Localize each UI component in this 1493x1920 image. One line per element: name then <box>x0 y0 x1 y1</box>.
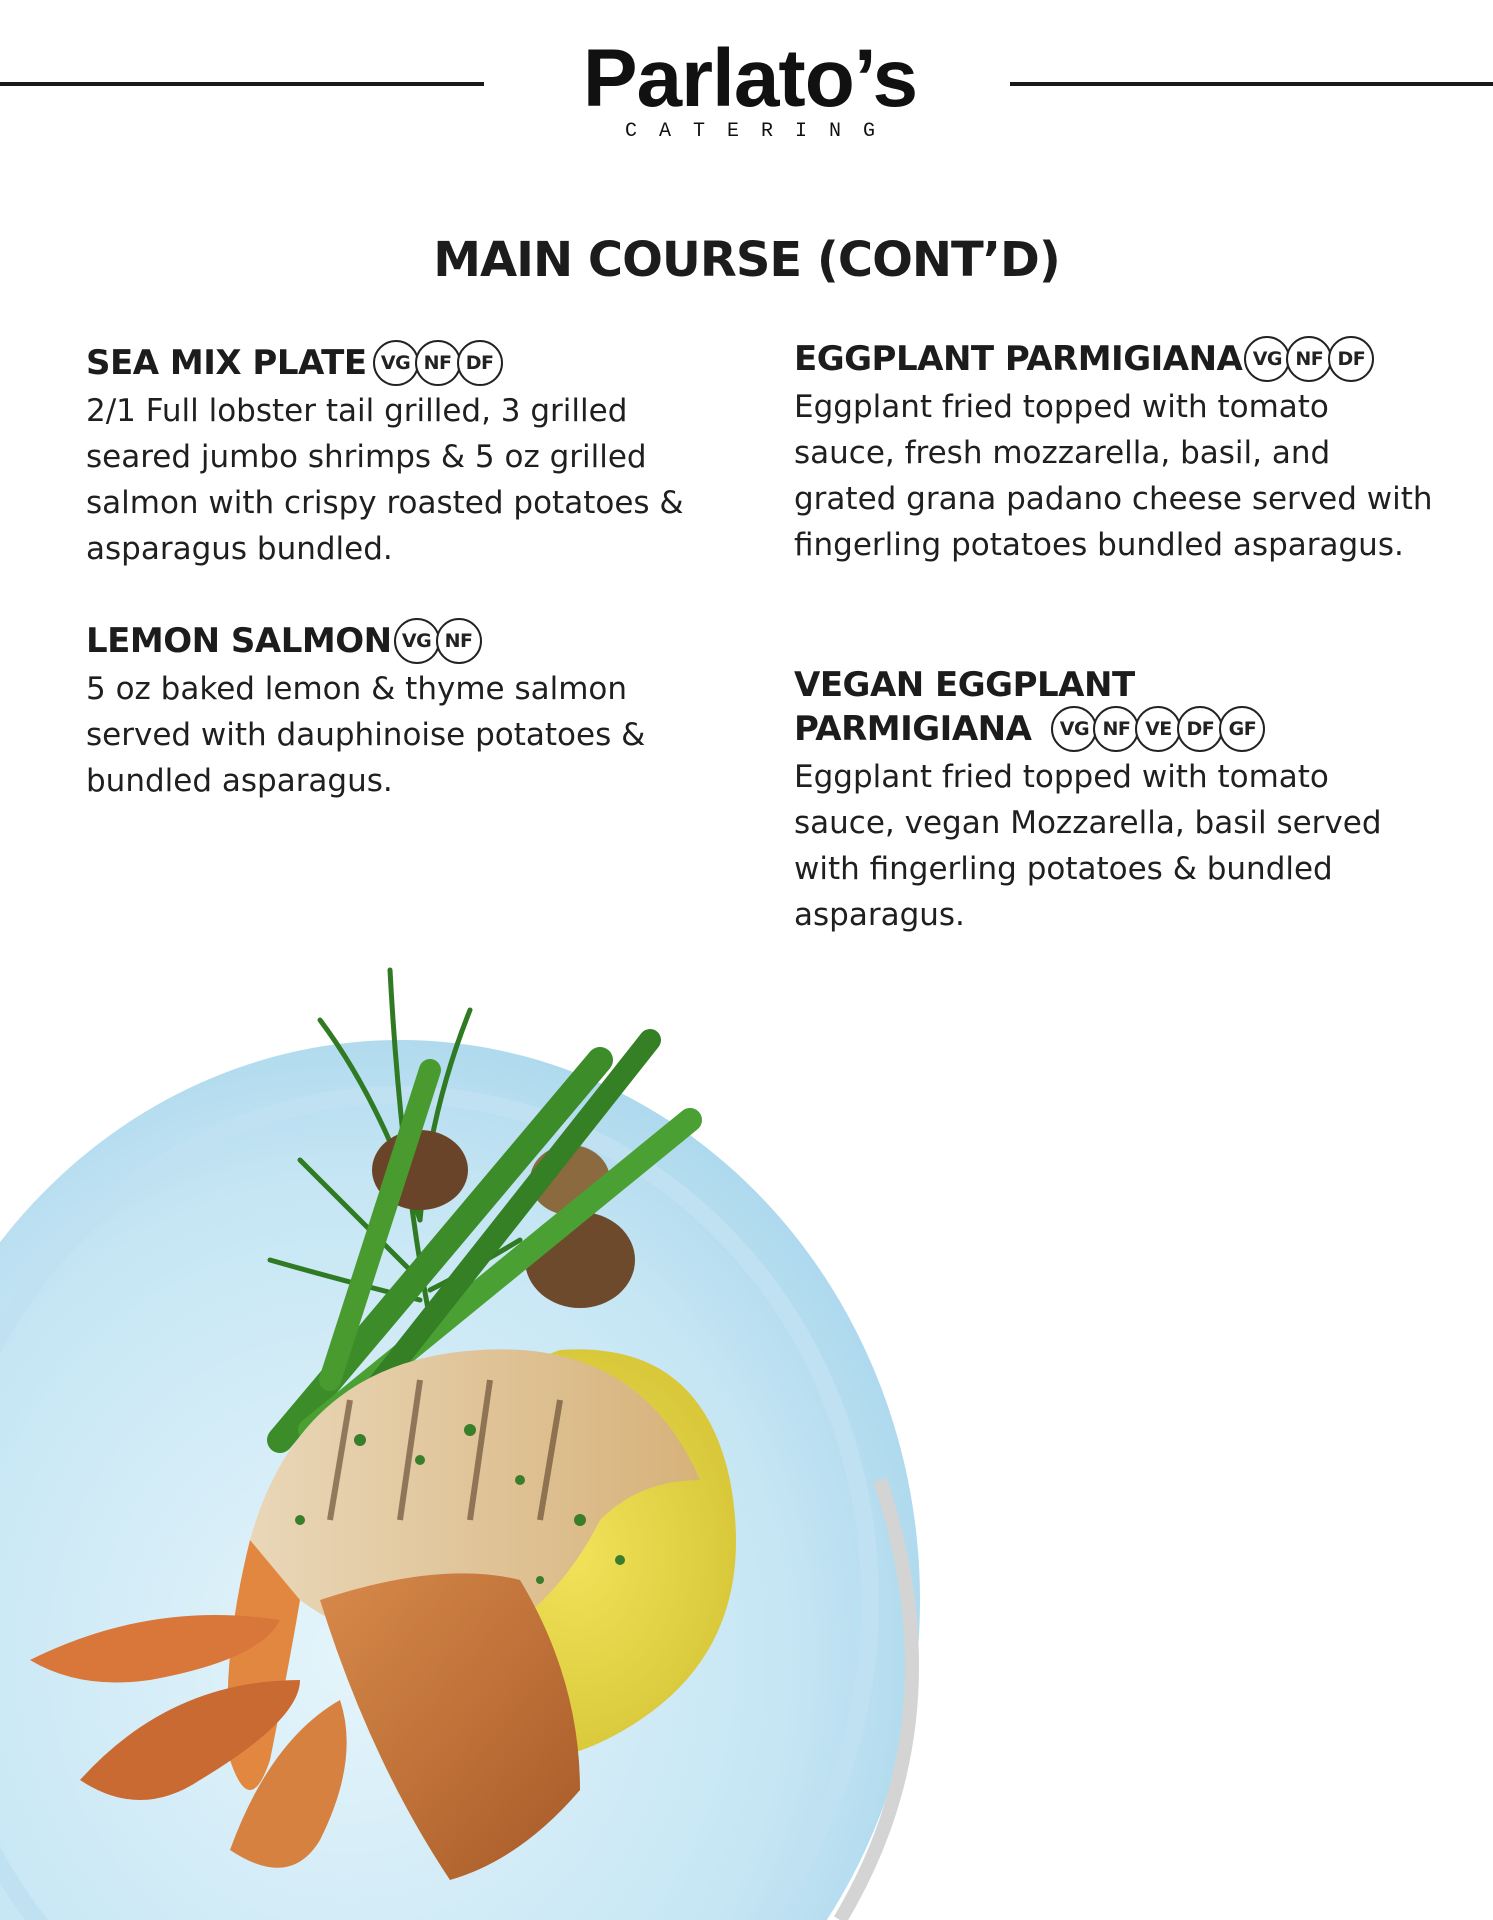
item-title: LEMON SALMON <box>86 621 392 661</box>
badge-df: DF <box>1328 336 1374 382</box>
logo-name: Parlato’s <box>582 33 918 124</box>
header-rule-right <box>1010 82 1493 86</box>
badge-ve: VE <box>1135 706 1181 752</box>
item-title: SEA MIX PLATE <box>86 343 367 383</box>
badge-vg: VG <box>394 618 440 664</box>
badge-nf: NF <box>415 340 461 386</box>
menu-item-vegan-eggplant-parmigiana <box>794 664 1434 938</box>
badge-vg: VG <box>1051 706 1097 752</box>
badge-vg: VG <box>373 340 419 386</box>
item-title: EGGPLANT PARMIGIANA <box>794 339 1243 379</box>
badge-df: DF <box>457 340 503 386</box>
badge-nf: NF <box>1286 336 1332 382</box>
item-title-line2: PARMIGIANA <box>794 709 1032 749</box>
item-description: Eggplant fried topped with tomato sauce, fresh mozzarella, basil, and grated grana padano cheese served with fingerling potatoes bundled asparagus. <box>794 389 1433 563</box>
item-title-row <box>794 706 1434 752</box>
menu-item-sea-mix-plate <box>86 340 726 572</box>
menu-item-eggplant-parmigiana <box>794 336 1434 568</box>
diet-badges <box>1244 336 1374 382</box>
menu-item-lemon-salmon <box>86 618 726 804</box>
badge-nf: NF <box>1093 706 1139 752</box>
badge-gf: GF <box>1219 706 1265 752</box>
item-title-row <box>794 336 1434 382</box>
sea-mix-plate-illustration <box>0 960 940 1920</box>
dish-photo <box>0 960 940 1920</box>
header-rule-left <box>0 82 484 86</box>
diet-badges <box>1051 706 1265 752</box>
page-title: MAIN COURSE (CONT’D) <box>433 232 1060 288</box>
diet-badges <box>373 340 503 386</box>
item-title-line1: VEGAN EGGPLANT <box>794 665 1135 705</box>
badge-nf: NF <box>436 618 482 664</box>
logo-subtitle: CATERING <box>624 120 897 143</box>
item-title-row <box>86 618 726 664</box>
item-description: Eggplant fried topped with tomato sauce, vegan Mozzarella, basil served with fingerling potatoes & bundled asparagus. <box>794 759 1382 933</box>
diet-badges <box>394 618 482 664</box>
badge-df: DF <box>1177 706 1223 752</box>
badge-vg: VG <box>1244 336 1290 382</box>
logo <box>540 34 960 144</box>
item-title-row <box>86 340 726 386</box>
item-description: 2/1 Full lobster tail grilled, 3 grilled seared jumbo shrimps & 5 oz grilled salmon with crispy roasted potatoes & asparagus bundled. <box>86 393 684 567</box>
item-description: 5 oz baked lemon & thyme salmon served with dauphinoise potatoes & bundled asparagus. <box>86 671 646 799</box>
